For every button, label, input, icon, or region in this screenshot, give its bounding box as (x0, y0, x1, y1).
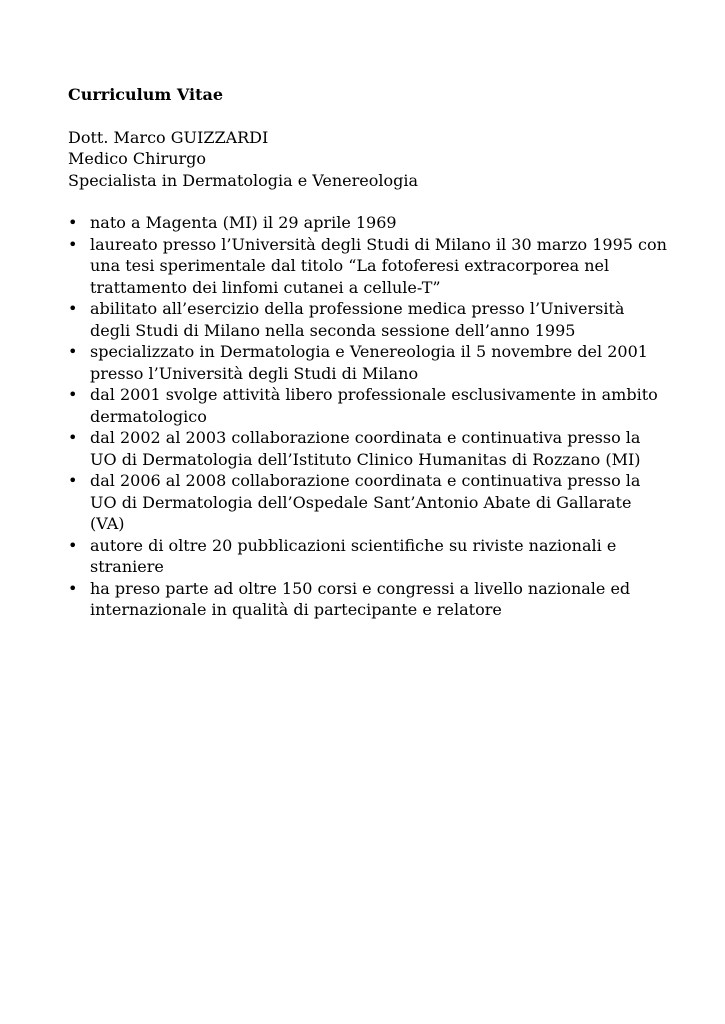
list-item-text: dal 2006 al 2008 collaborazione coordinata e continuativa presso la UO di Dermatologia dell’Ospedale Sant’Antonio Abate di Gallarate (VA) (90, 471, 641, 533)
list-item-text: ha preso parte ad oltre 150 corsi e congressi a livello nazionale ed internazionale in qualità di partecipante e relatore (90, 578, 631, 619)
list-item (68, 341, 668, 384)
list-item (68, 470, 668, 535)
doctor-specialty: Specialista in Dermatologia e Venereologia (68, 170, 419, 190)
cv-list (68, 212, 668, 621)
bullet-icon: • (68, 578, 78, 598)
doctor-name: Dott. Marco GUIZZARDI (68, 127, 269, 147)
document-page (68, 84, 668, 621)
bullet-icon: • (68, 471, 78, 490)
list-item (68, 234, 668, 299)
list-item-text: dal 2001 svolge attività libero professionale esclusivamente in ambito dermatologico (90, 385, 658, 426)
bullet-icon: • (68, 385, 78, 404)
list-item-text: dal 2002 al 2003 collaborazione coordinata e continuativa presso la UO di Dermatologia dell’Istituto Clinico Humanitas di Rozzano (MI) (90, 428, 641, 469)
bullet-icon: • (68, 342, 78, 361)
bullet-icon: • (68, 299, 78, 318)
list-item (68, 298, 668, 341)
list-item-text: specializzato in Dermatologia e Venereologia il 5 novembre del 2001 presso l’Università degli Studi di Milano (90, 342, 648, 383)
list-item (68, 578, 668, 621)
list-item-text: abilitato all’esercizio della professione medica presso l’Università degli Studi di Milano nella seconda sessione dell’anno 1995 (90, 299, 625, 340)
list-item-text: autore di oltre 20 pubblicazioni scientifiche su riviste nazionali e straniere (90, 535, 617, 576)
document-title: Curriculum Vitae (68, 85, 224, 104)
list-item (68, 212, 668, 234)
list-item (68, 535, 668, 578)
bullet-icon: • (68, 428, 78, 447)
bullet-icon: • (68, 234, 78, 254)
list-item-text: nato a Magenta (MI) il 29 aprile 1969 (90, 213, 397, 232)
header-block (68, 127, 668, 192)
list-item (68, 384, 668, 427)
bullet-icon: • (68, 213, 78, 232)
list-item (68, 427, 668, 470)
doctor-role: Medico Chirurgo (68, 149, 207, 168)
bullet-icon: • (68, 535, 78, 555)
list-item-text: laureato presso l’Università degli Studi di Milano il 30 marzo 1995 con una tesi sperimentale dal titolo “La fotoferesi extracorporea nel trattamento dei linfomi cutanei a cellule-T” (90, 234, 667, 297)
